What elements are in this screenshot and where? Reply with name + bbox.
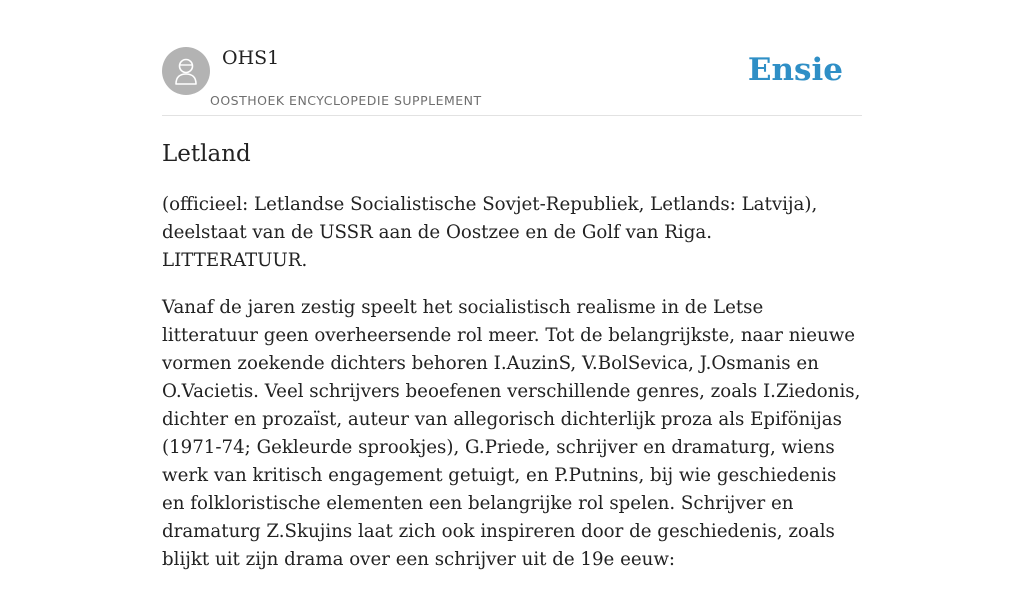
header: [162, 0, 862, 116]
user-icon: [162, 47, 210, 95]
article-title: Letland: [162, 141, 251, 167]
article: [162, 137, 862, 593]
article-paragraph: (officieel: Letlandse Socialistische Sovjet-Republiek, Letlands: Latvija), deelstaat van de USSR aan de Oostzee en de Golf van Riga. LITTERATUUR.: [162, 194, 818, 271]
brand-logo[interactable]: Ensie: [747, 52, 843, 88]
author-name[interactable]: OHS1: [222, 47, 280, 69]
avatar[interactable]: [162, 47, 210, 95]
source-label[interactable]: OOSTHOEK ENCYCLOPEDIE SUPPLEMENT: [210, 93, 482, 108]
article-paragraph: Vanaf de jaren zestig speelt het socialistisch realisme in de Letse litteratuur geen overheersende rol meer. Tot de belangrijkste, naar nieuwe vormen zoekende dichters behoren I.AuzinS, V.BolSevica, J.Osmanis en O.Vacietis. Veel schrijvers beoefenen verschillende genres, zoals I.Ziedonis, dichter en prozaïst, auteur van allegorisch dichterlijk proza als Epifönijas (1971-74; Gekleurde sprookjes), G.Priede, schrijver en dramaturg, wiens werk van kritisch engagement getuigt, en P.Putnins, bij wie geschiedenis en folkloristische elementen een belangrijke rol spelen. Schrijver en dramaturg Z.Skujins laat zich ook inspireren door de geschiedenis, zoals blijkt uit zijn drama over een schrijver uit de 19e eeuw:: [162, 297, 861, 570]
